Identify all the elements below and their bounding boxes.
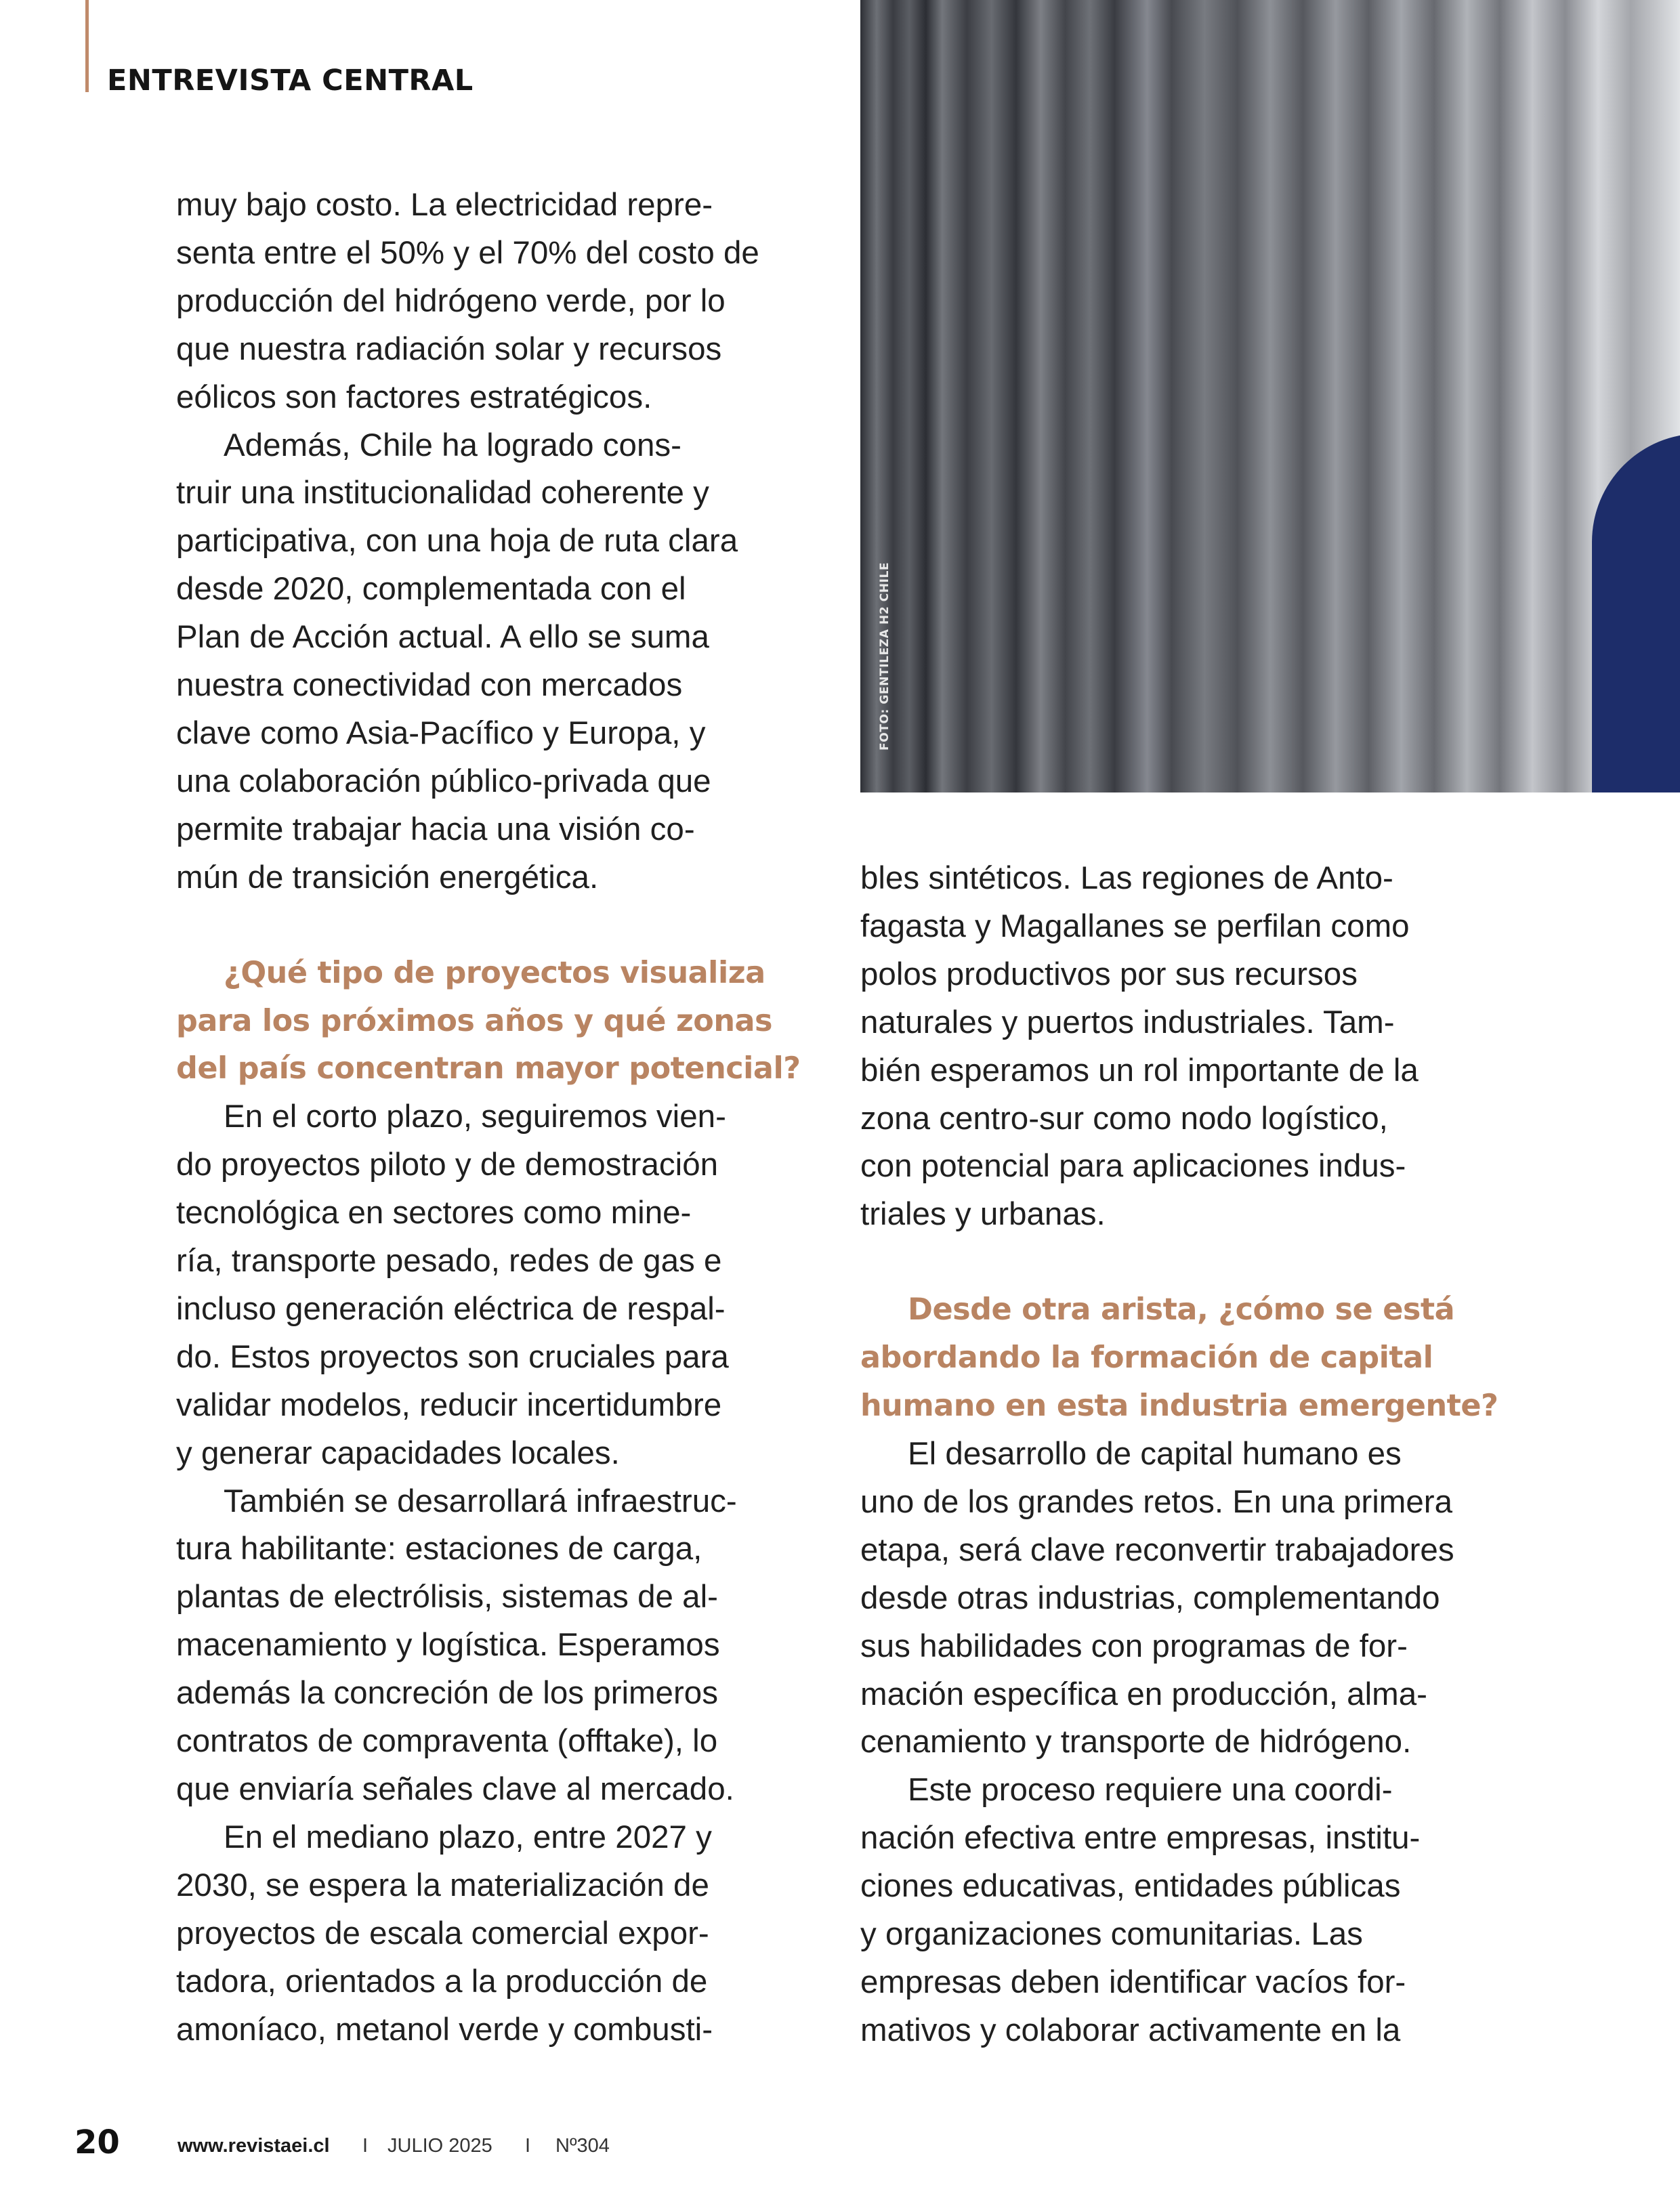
footer-separator: I: [525, 2135, 531, 2157]
text-line: naturales y puertos industriales. Tam-: [860, 1004, 1395, 1040]
text-line: nuestra conectividad con mercados: [176, 667, 683, 704]
text-line: que enviaría señales clave al mercado.: [176, 1771, 734, 1807]
text-line: Además, Chile ha logrado cons-: [224, 427, 681, 463]
body-paragraph: [176, 1093, 813, 1477]
text-line: plantas de electrólisis, sistemas de al-: [176, 1579, 718, 1615]
text-line: tadora, orientados a la producción de: [176, 1963, 708, 2000]
text-line: En el corto plazo, seguiremos vien-: [224, 1099, 726, 1135]
text-line: participativa, con una hoja de ruta clara: [176, 523, 738, 559]
text-line: para los próximos años y qué zonas: [176, 1003, 773, 1038]
text-line: una colaboración público-privada que: [176, 763, 711, 799]
text-line: incluso generación eléctrica de respal-: [176, 1290, 726, 1327]
body-paragraph: [176, 1814, 813, 2054]
text-line: truir una institucionalidad coherente y: [176, 475, 709, 511]
header-accent-bar: [85, 0, 89, 92]
footer-issue: Nº304: [555, 2135, 610, 2157]
text-line: bles sintéticos. Las regiones de Anto-: [860, 860, 1393, 896]
photo-subject-jacket: [1592, 433, 1680, 792]
text-line: validar modelos, reducir incertidumbre: [176, 1387, 722, 1423]
text-line: ciones educativas, entidades públicas: [860, 1868, 1401, 1905]
text-line: polos productivos por sus recursos: [860, 956, 1358, 992]
text-line: clave como Asia-Pacífico y Europa, y: [176, 715, 706, 751]
text-line: do. Estos proyectos son cruciales para: [176, 1338, 729, 1375]
text-line: contratos de compraventa (offtake), lo: [176, 1723, 718, 1760]
text-line: y organizaciones comunitarias. Las: [860, 1916, 1363, 1953]
text-line: do proyectos piloto y de demostración: [176, 1147, 719, 1183]
footer-date: JULIO 2025: [387, 2135, 492, 2157]
interview-photo: [860, 0, 1680, 792]
text-line: desde 2020, complementada con el: [176, 571, 686, 608]
text-line: tecnológica en sectores como mine-: [176, 1195, 692, 1231]
body-paragraph: [176, 182, 813, 422]
text-line: mativos y colaborar activamente en la: [860, 2012, 1401, 2048]
text-line: Desde otra arista, ¿cómo se está: [908, 1292, 1455, 1328]
text-line: Este proceso requiere una coordi-: [908, 1772, 1393, 1808]
text-line: proyectos de escala comercial expor-: [176, 1915, 709, 1951]
text-line: muy bajo costo. La electricidad repre-: [176, 187, 713, 223]
text-line: y generar capacidades locales.: [176, 1435, 620, 1471]
footer-website[interactable]: www.revistaei.cl: [177, 2135, 330, 2157]
text-line: tura habilitante: estaciones de carga,: [176, 1531, 702, 1567]
footer-separator: I: [362, 2135, 369, 2157]
text-line: nación efectiva entre empresas, institu-: [860, 1820, 1421, 1857]
body-paragraph: [176, 422, 813, 902]
text-line: etapa, será clave reconvertir trabajadores: [860, 1531, 1454, 1568]
text-line: abordando la formación de capital: [860, 1340, 1433, 1376]
text-line: ¿Qué tipo de proyectos visualiza: [224, 955, 765, 990]
text-line: con potencial para aplicaciones indus-: [860, 1148, 1406, 1185]
text-line: desde otras industrias, complementando: [860, 1580, 1440, 1616]
interview-question: [176, 950, 813, 1094]
text-line: empresas deben identificar vacíos for-: [860, 1964, 1406, 2000]
text-line: fagasta y Magallanes se perfilan como: [860, 908, 1410, 944]
text-line: macenamiento y logística. Esperamos: [176, 1627, 720, 1664]
text-line: producción del hidrógeno verde, por lo: [176, 282, 726, 319]
text-line: bién esperamos un rol importante de la: [860, 1052, 1419, 1088]
body-paragraph: [860, 1431, 1497, 1767]
text-line: humano en esta industria emergente?: [860, 1389, 1498, 1424]
paragraph-gap: [176, 902, 813, 950]
text-line: triales y urbanas.: [860, 1196, 1106, 1233]
text-line: sus habilidades con programas de for-: [860, 1628, 1408, 1664]
text-line: eólicos son factores estratégicos.: [176, 379, 652, 415]
text-line: También se desarrollará infraestruc-: [224, 1483, 737, 1519]
text-line: ría, transporte pesado, redes de gas e: [176, 1243, 722, 1279]
text-line: 2030, se espera la materialización de: [176, 1867, 709, 1903]
text-line: cenamiento y transporte de hidrógeno.: [860, 1724, 1412, 1760]
text-line: senta entre el 50% y el 70% del costo de: [176, 234, 759, 271]
text-line: permite trabajar hacia una visión co-: [176, 811, 695, 847]
text-line: zona centro-sur como nodo logístico,: [860, 1100, 1388, 1137]
text-line: uno de los grandes retos. En una primera: [860, 1483, 1452, 1520]
text-line: En el mediano plazo, entre 2027 y: [224, 1819, 712, 1855]
text-line: además la concreción de los primeros: [176, 1675, 718, 1712]
text-line: amoníaco, metanol verde y combusti-: [176, 2011, 713, 2048]
paragraph-gap: [860, 1239, 1497, 1286]
text-line: Plan de Acción actual. A ello se suma: [176, 619, 709, 656]
page-number: 20: [75, 2123, 120, 2161]
right-column: [860, 855, 1497, 2055]
body-paragraph: [860, 855, 1497, 1239]
text-line: El desarrollo de capital humano es: [908, 1435, 1402, 1472]
photo-credit: FOTO: GENTILEZA H2 CHILE: [878, 562, 891, 750]
body-paragraph: [176, 1478, 813, 1814]
text-line: mación específica en producción, alma-: [860, 1676, 1427, 1712]
left-column: [176, 182, 813, 2054]
text-line: que nuestra radiación solar y recursos: [176, 331, 722, 367]
text-line: del país concentran mayor potencial?: [176, 1051, 801, 1086]
section-label: ENTREVISTA CENTRAL: [107, 64, 474, 98]
body-paragraph: [860, 1767, 1497, 2054]
text-line: mún de transición energética.: [176, 859, 599, 895]
interview-question: [860, 1286, 1497, 1431]
